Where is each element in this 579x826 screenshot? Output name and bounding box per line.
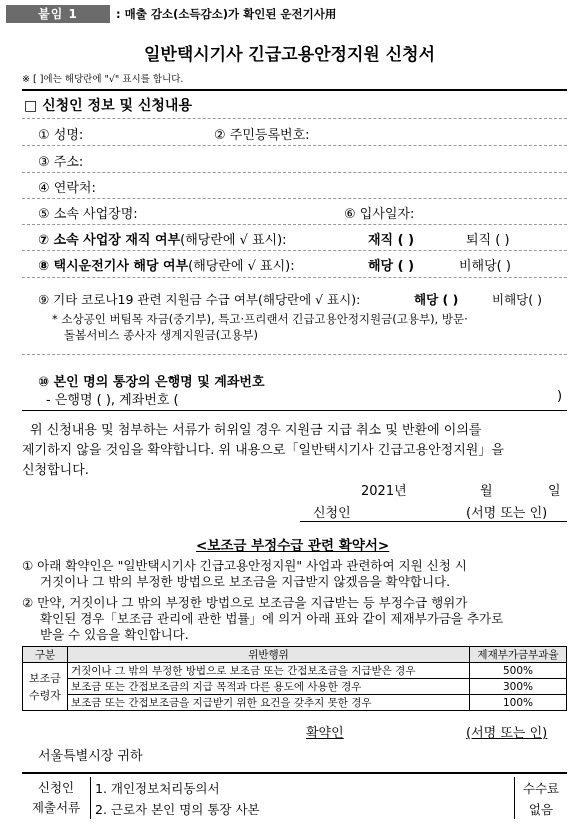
employed-checkbox[interactable]: 재직 ( ) (368, 233, 415, 248)
table-header-row (23, 647, 567, 663)
taxi-no-checkbox[interactable]: 비해당( ) (459, 259, 511, 274)
submission-documents-table (22, 777, 567, 819)
other-support-note: * 소상공인 버팀목 자금(중기부), 특고·프리랜서 긴급고용안정지원금(고용부), 방문· (52, 312, 468, 326)
rate-cell: 500% (470, 663, 567, 679)
check-note: ※ [ ]에는 해당란에 "√" 표시를 합니다. (22, 74, 184, 85)
addressee: 서울특별시장 귀하 (38, 749, 143, 764)
pledge-title: <보조금 부정수급 관련 확약서> (196, 538, 390, 554)
other-support-question: ⑨ 기타 코로나19 관련 지원금 수급 여부(해당란에 √ 표시): (38, 292, 361, 307)
taxi-yes-checkbox[interactable]: 해당 ( ) (368, 259, 415, 274)
declaration-line: 신청합니다. (22, 463, 89, 478)
rate-cell: 300% (470, 679, 567, 695)
other-support-no-checkbox[interactable]: 비해당( ) (492, 292, 542, 307)
pledge-paragraph: 확인된 경우「보조금 관리에 관한 법률」에 의거 아래 표와 같이 제재부가금을 추가로 (40, 611, 504, 626)
divider (22, 354, 567, 355)
col-header: 위반행위 (68, 647, 470, 663)
divider (22, 250, 567, 251)
other-support-yes-checkbox[interactable]: 해당 ( ) (414, 292, 459, 307)
form-title: 일반택시기사 긴급고용안정지원 신청서 (143, 45, 435, 65)
applicant-signature-field[interactable]: (서명 또는 인) (466, 506, 548, 521)
col-header: 구분 (23, 647, 68, 663)
violation-cell: 보조금 또는 간접보조금의 지급 목적과 다른 용도에 사용한 경우 (68, 679, 470, 695)
section-heading-applicant: □ 신청인 정보 및 신청내용 (24, 98, 192, 114)
doc-item: 1. 개인정보처리동의서 (91, 777, 515, 798)
fee-value: 없음 (528, 801, 554, 817)
rate-cell: 100% (470, 695, 567, 711)
field-contact-label[interactable]: ④ 연락처: (38, 181, 96, 196)
field-name-label[interactable]: ① 성명: (38, 128, 84, 143)
divider (22, 224, 567, 225)
doc-item: 2. 근로자 본인 명의 통장 사본 (91, 798, 515, 819)
pledger-signature-field[interactable]: (서명 또는 인) (466, 726, 548, 741)
divider (22, 172, 567, 173)
date-year[interactable]: 2021년 (361, 484, 407, 499)
section-rule (22, 410, 567, 411)
pledge-paragraph: ① 아래 확약인은 "일반택시기사 긴급고용안정지원" 사업과 관련하여 지원 신청 시 (22, 558, 467, 573)
top-rule (22, 89, 567, 91)
employment-hint: (해당란에 √ 표시): (180, 233, 287, 248)
pledge-paragraph: ② 만약, 거짓이나 그 밖의 부정한 방법으로 보조금을 지급받는 등 부정수급 행위가 (22, 595, 468, 610)
pledge-paragraph: 받을 수 있음을 확인합니다. (40, 627, 189, 642)
field-rrn-label[interactable]: ② 주민등록번호: (214, 128, 310, 143)
divider (22, 145, 567, 146)
bank-heading: ⑩ 본인 명의 통장의 은행명 및 계좌번호 (38, 375, 265, 390)
divider (22, 277, 567, 278)
taxi-driver-row (38, 255, 295, 274)
taxi-question: ⑧ 택시운전기사 해당 여부 (38, 259, 189, 274)
declaration-line: 위 신청내용 및 첨부하는 서류가 허위일 경우 지원금 지급 취소 및 반환에 이의를 (30, 423, 482, 438)
employment-question: ⑦ 소속 사업장 재직 여부 (38, 233, 181, 248)
other-support-note-cont: 돌봄서비스 종사자 생계지원금(고용부) (64, 328, 259, 342)
table-row (22, 777, 567, 798)
table-row (23, 679, 567, 695)
attachment-badge: 붙임 1 (6, 5, 110, 23)
declaration-line: 제기하지 않을 것임을 확약합니다. 위 내용으로「일반택시기사 긴급고용안정지원」을 (22, 443, 504, 458)
divider (22, 118, 567, 119)
pledger-signature-label: 확약인 (306, 726, 344, 741)
taxi-hint: (해당란에 √ 표시): (188, 259, 295, 274)
pledge-paragraph: 거짓이나 그 밖의 부정한 방법으로 보조금을 지급받지 않겠음을 확약합니다. (40, 574, 451, 589)
divider (22, 198, 567, 199)
table-row (23, 663, 567, 679)
docs-top-rule (22, 772, 567, 774)
date-month[interactable]: 월 (480, 484, 493, 499)
form-subtitle: : 매출 감소(소득감소)가 확인된 운전기사用 (116, 7, 337, 21)
table-row (22, 798, 567, 819)
bank-account-close: ) (557, 389, 563, 404)
applicant-signature-label: 신청인 (313, 506, 351, 521)
docs-label-cell: 신청인 제출서류 (22, 777, 91, 819)
fee-label: 수수료 (522, 780, 560, 796)
employment-status-row (38, 229, 287, 248)
date-day[interactable]: 일 (548, 484, 561, 499)
field-address-label[interactable]: ③ 주소: (38, 155, 84, 170)
signature-line (300, 521, 567, 522)
table-row (23, 695, 567, 711)
field-join-date-label[interactable]: ⑥ 입사일자: (344, 207, 415, 222)
resigned-checkbox[interactable]: 퇴직 ( ) (466, 233, 510, 248)
bank-account-field[interactable]: - 은행명 ( ), 계좌번호 ( (46, 393, 179, 408)
col-header: 제재부가금부과율 (470, 647, 567, 663)
violation-cell: 보조금 또는 간접보조금을 지급받기 위한 요건을 갖추지 못한 경우 (68, 695, 470, 711)
field-company-label[interactable]: ⑤ 소속 사업장명: (38, 207, 138, 222)
violation-cell: 거짓이나 그 밖의 부정한 방법으로 보조금 또는 간접보조금을 지급받은 경우 (68, 663, 470, 679)
row-group-label: 보조금 수령자 (23, 663, 68, 711)
penalty-table (22, 646, 567, 711)
